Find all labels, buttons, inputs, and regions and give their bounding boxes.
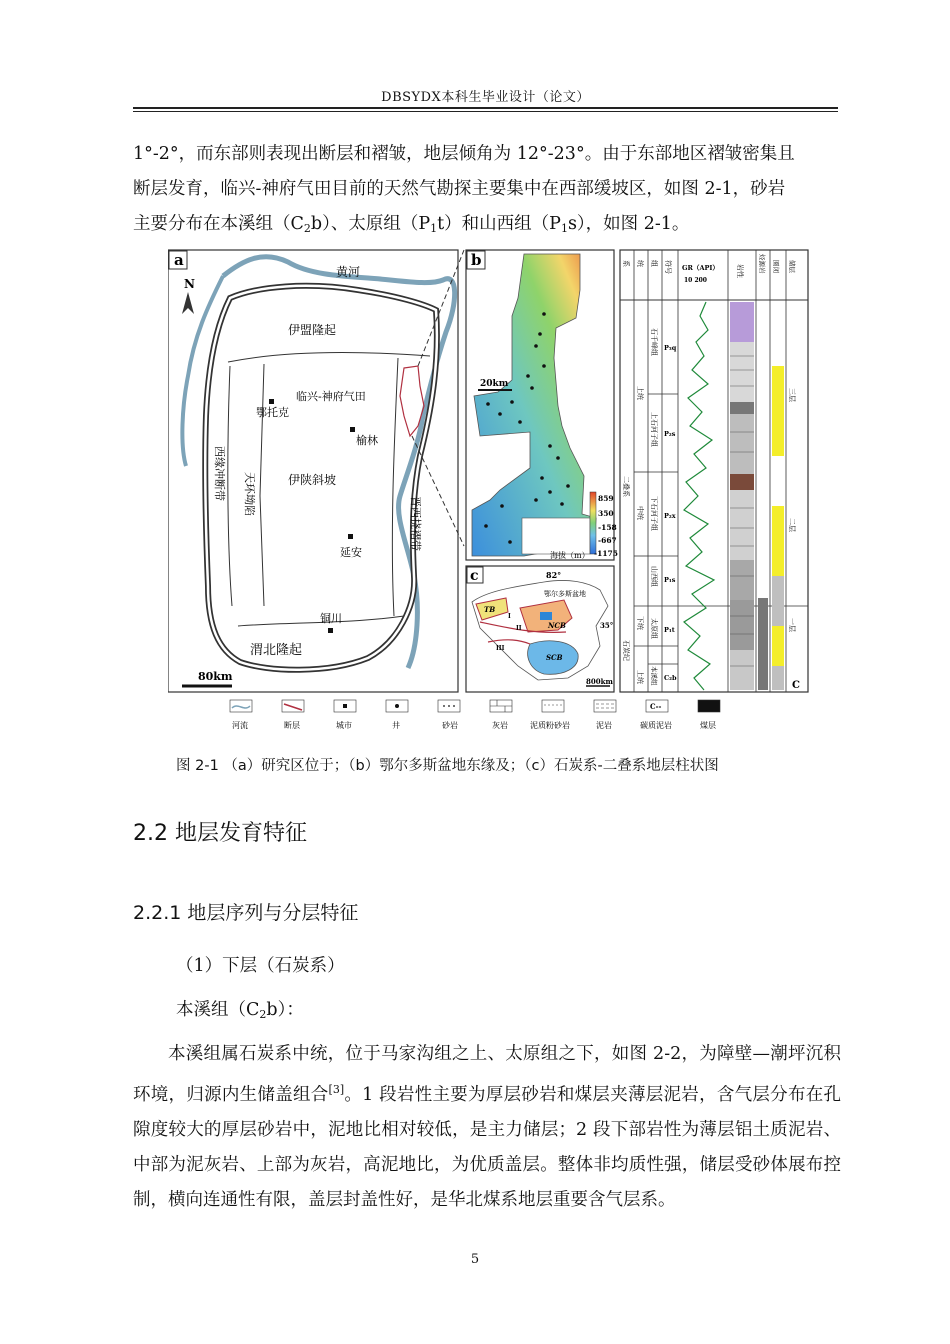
- intro-line-3a: 主要分布在本溪组（C: [133, 214, 304, 234]
- legend-label: 河流: [232, 721, 248, 730]
- elev-title: 海拔（m）: [550, 551, 590, 560]
- col-header: 岩性: [736, 264, 744, 278]
- trap-bar: [772, 366, 784, 456]
- panel-a-label: a: [174, 251, 184, 269]
- intro-line-3g: s），如图 2-1。: [567, 214, 690, 234]
- panel-b-label: b: [471, 251, 482, 269]
- panel-c-lon: 82°: [546, 570, 562, 580]
- system-label: 石炭纪: [622, 640, 630, 661]
- col-header: 烃源岩: [758, 254, 766, 274]
- legend-carb-icon: C--: [650, 702, 662, 711]
- formation-label: 下石河子组: [650, 496, 658, 531]
- col-header: 圈闭: [772, 260, 780, 273]
- section-heading: 2.2 地层发育特征: [133, 821, 307, 846]
- place-huanghe: 黄河: [336, 265, 361, 279]
- subscript: 2: [259, 1008, 267, 1021]
- subscript: 2: [303, 222, 311, 235]
- page-number: 5: [470, 1252, 480, 1267]
- col-header: 组: [650, 260, 658, 267]
- lithology-column: [730, 302, 754, 690]
- intro-line-3c: b）、太原组（P: [310, 214, 431, 234]
- legend-coal-icon: [698, 700, 720, 712]
- intro-line-3e: t）和山西组（P: [437, 214, 561, 234]
- subscript: 1: [560, 222, 568, 235]
- intro-paragraph: [133, 137, 841, 246]
- legend-label: 泥岩: [596, 721, 612, 730]
- formation-label: 太原组: [650, 618, 658, 639]
- col-header-gr: GR（API）: [682, 264, 719, 272]
- panel-c-basin: 鄂尔多斯盆地: [544, 590, 586, 598]
- elev-tick: 859: [598, 494, 614, 503]
- formation-label: 石千峰组: [650, 328, 658, 356]
- citation-ref[interactable]: [3]: [328, 1083, 345, 1096]
- symbol: P₂s: [664, 430, 676, 438]
- legend-label: 泥质粉砂岩: [530, 721, 570, 730]
- symbol: P₁t: [664, 626, 675, 634]
- symbol: C₂b: [664, 674, 677, 682]
- header-rule: [133, 107, 838, 109]
- series-label: 上统: [636, 670, 644, 684]
- place-etuoke: 鄂托克: [256, 406, 289, 419]
- place-weibei: 渭北隆起: [250, 643, 303, 658]
- elev-tick: -158: [598, 523, 617, 532]
- place-linxing: 临兴-神府气田: [296, 390, 366, 403]
- legend-label: 碳质泥岩: [640, 721, 672, 730]
- place-yimeng: 伊盟隆起: [288, 323, 337, 337]
- legend-city-icon: [343, 704, 347, 708]
- formation-label: 上石河子组: [650, 412, 658, 447]
- block-ncb: NCB: [548, 621, 566, 630]
- col-header: 系: [622, 260, 630, 267]
- col-header: 统: [636, 260, 644, 267]
- block-scb: SCB: [546, 653, 563, 662]
- legend-label: 城市: [336, 721, 352, 730]
- legend-label: 砂岩: [442, 721, 458, 730]
- layer-label: 一层: [788, 618, 796, 632]
- layer-label: 二层: [788, 518, 796, 532]
- body-paragraph: 本溪组属石炭系中统，位于马家沟组之上、太原组之下，如图 2-2，为障壁—潮坪沉积环境，归源内生储盖组合[3]。1 段岩性主要为厚层砂岩和煤层夹薄层泥岩，含气层分布在孔隙度较大的厚层砂岩中，泥地比相对较低，是主力储层；2 段下部岩性为薄层铝土质泥岩、中部为泥灰岩、上部为灰岩，高泥地比，为优质盖层。整体非均质性强，储层受砂体展布控制，横向连通性有限，盖层封盖性好，是华北煤系地层重要含气层系。: [133, 1044, 842, 1210]
- figure-2-1: [168, 246, 814, 732]
- formation-label: 本溪组: [650, 666, 658, 686]
- block-tb: TB: [484, 605, 496, 614]
- roman-1: I: [508, 613, 511, 620]
- north-label: N: [184, 277, 195, 291]
- legend-label: 断层: [284, 721, 300, 730]
- source-rock-bar: [758, 598, 768, 690]
- page-header: DBSYDX本科生毕业设计（论文）: [381, 90, 590, 105]
- symbol: P₁s: [664, 576, 676, 584]
- col-header: 储层: [788, 260, 796, 273]
- roman-3: III: [496, 645, 505, 652]
- subsection-heading: 2.2.1 地层序列与分层特征: [133, 902, 359, 924]
- intro-line-2: 断层发育，临兴-神府气田目前的天然气勘探主要集中在西部缓坡区，如图 2-1，砂岩: [133, 179, 786, 199]
- subscript: 1: [430, 222, 438, 235]
- header-rule-thin: [133, 111, 838, 112]
- system-label: 二叠系: [622, 476, 630, 497]
- panel-c-scale: 800km: [586, 677, 613, 686]
- panel-a-scale: 80km: [198, 670, 233, 683]
- place-tongchuan: 铜川: [320, 612, 342, 625]
- elev-tick: -1175: [594, 549, 618, 558]
- roman-2: II: [516, 625, 522, 632]
- col-header: 符号: [664, 260, 672, 274]
- panel-c-label: c: [470, 568, 479, 584]
- layer-label: 三层: [788, 388, 796, 402]
- benxi-label: 本溪组$(C_2b)$：: [176, 1000, 304, 1021]
- place-tianhuan: 天环坳陷: [243, 472, 256, 516]
- series-label: 下统: [636, 616, 644, 630]
- formation-label: 山西组: [650, 566, 658, 587]
- series-label: 上统: [636, 386, 644, 400]
- symbol: P₂x: [664, 512, 676, 520]
- column-corner: C: [792, 680, 800, 691]
- series-label: 中统: [636, 506, 644, 520]
- legend-label: 井: [392, 721, 400, 730]
- place-jinxi: 晋西挠褶带: [409, 496, 422, 551]
- intro-line-1: 1°-2°，而东部则表现出断层和褶皱，地层倾角为 12°-23°。由于东部地区褶皱密集且: [133, 144, 795, 164]
- panel-b-scale: 20km: [480, 379, 509, 389]
- figure-caption: 图 2-1 （a）研究区位于；（b）鄂尔多斯盆地东缘及；（c）石炭系-二叠系地层柱状图: [176, 758, 719, 774]
- place-yulin: 榆林: [356, 434, 378, 447]
- panel-c-lat: 35°: [600, 621, 614, 630]
- place-yishan: 伊陕斜坡: [288, 473, 337, 487]
- legend-well-icon: [395, 704, 399, 708]
- place-yanan: 延安: [340, 546, 362, 559]
- legend-label: 煤层: [700, 721, 716, 730]
- elevation-colorbar: [590, 492, 596, 554]
- place-xiyuan: 西缘冲断带: [213, 446, 226, 501]
- figure-legend: [230, 700, 720, 730]
- gr-range: 10 200: [684, 277, 707, 284]
- elev-tick: -667: [598, 536, 617, 545]
- symbol: P₃q: [664, 344, 677, 352]
- legend-label: 灰岩: [492, 721, 508, 730]
- list-item-lower-layer: （1）下层（石炭系）: [176, 956, 345, 976]
- elev-tick: 350: [598, 509, 614, 518]
